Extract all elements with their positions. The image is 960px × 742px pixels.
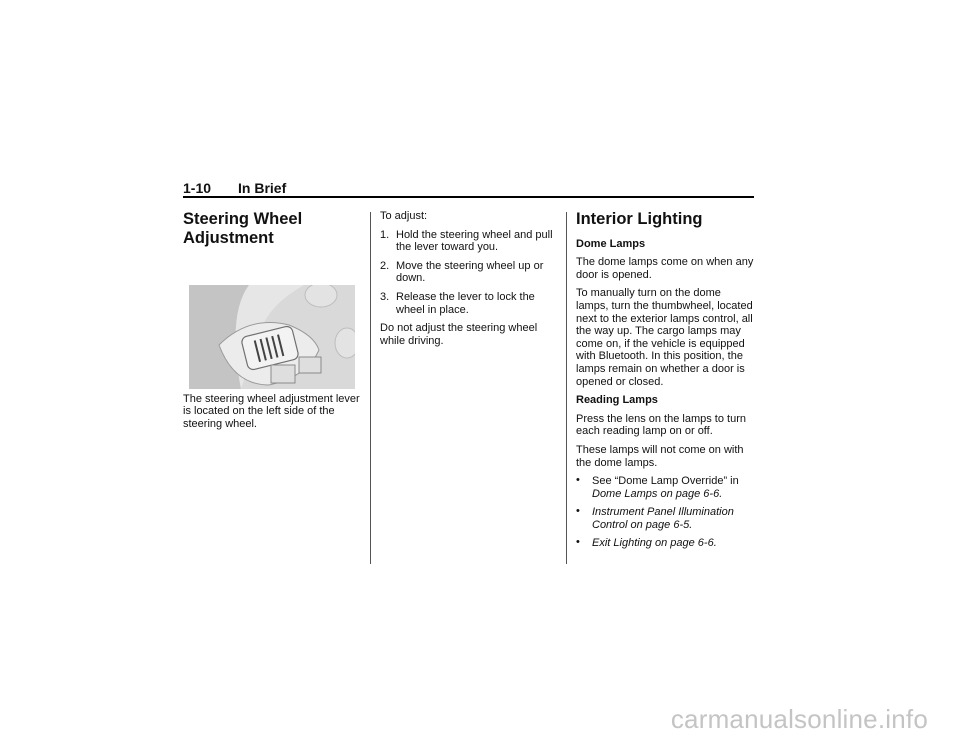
adjust-intro: To adjust: [380,210,428,222]
reference-list [576,475,756,550]
list-item: • See “Dome Lamp Override” in Dome Lamps on page 6-6. [576,474,739,500]
column-divider-2 [566,212,567,564]
steering-heading: Steering Wheel Adjustment [183,210,303,247]
section-title: In Brief [238,180,287,196]
dome-lamps-link[interactable]: Dome Lamps on page 6-6. [592,487,723,500]
column-adjust [380,210,560,353]
reading-paragraph-1: Press the lens on the lamps to turn each reading lamp on or off. [576,412,746,438]
list-item: 1. Hold the steering wheel and pull the lever toward you. [380,228,553,254]
dome-paragraph-1: The dome lamps come on when any door is opened. [576,256,754,281]
column-lighting [576,210,756,556]
header-rule [183,196,754,198]
reading-lamps-heading: Reading Lamps [576,394,658,407]
page-number: 1-10 [183,180,212,196]
bullet-icon: • [576,505,580,518]
watermark: carmanualsonline.info [670,704,928,734]
list-item [576,537,756,550]
steering-caption: The steering wheel adjustment lever is located on the left side of the steering wheel. [183,392,360,430]
list-item: 3. Release the lever to lock the wheel in place. [380,290,535,316]
adjust-warning: Do not adjust the steering wheel while driving. [380,322,538,347]
list-item: 2. Move the steering wheel up or down. [380,259,544,285]
reading-paragraph-2: These lamps will not come on with the dome lamps. [576,443,744,469]
bullet-icon: • [576,536,580,549]
adjust-steps [380,229,560,317]
list-item [576,506,756,531]
interior-lighting-heading: Interior Lighting [576,210,703,228]
column-divider-1 [370,212,371,564]
exit-lighting-link[interactable]: Exit Lighting on page 6-6. [592,537,717,550]
column-steering [183,210,363,437]
dome-paragraph-2: To manually turn on the dome lamps, turn the thumbwheel, located next to the exterior lamps control, all the way up. The cargo lamps may come on, if the vehicle is equipped with Bluetooth. In this position, the lamps remain on whether a door is opened or closed. [576,287,753,388]
instrument-panel-link[interactable]: Instrument Panel Illumination Control on page 6-5. [592,506,734,531]
steering-lever-illustration [189,285,355,389]
dome-lamps-heading: Dome Lamps [576,237,646,250]
bullet-icon: • [576,474,580,487]
